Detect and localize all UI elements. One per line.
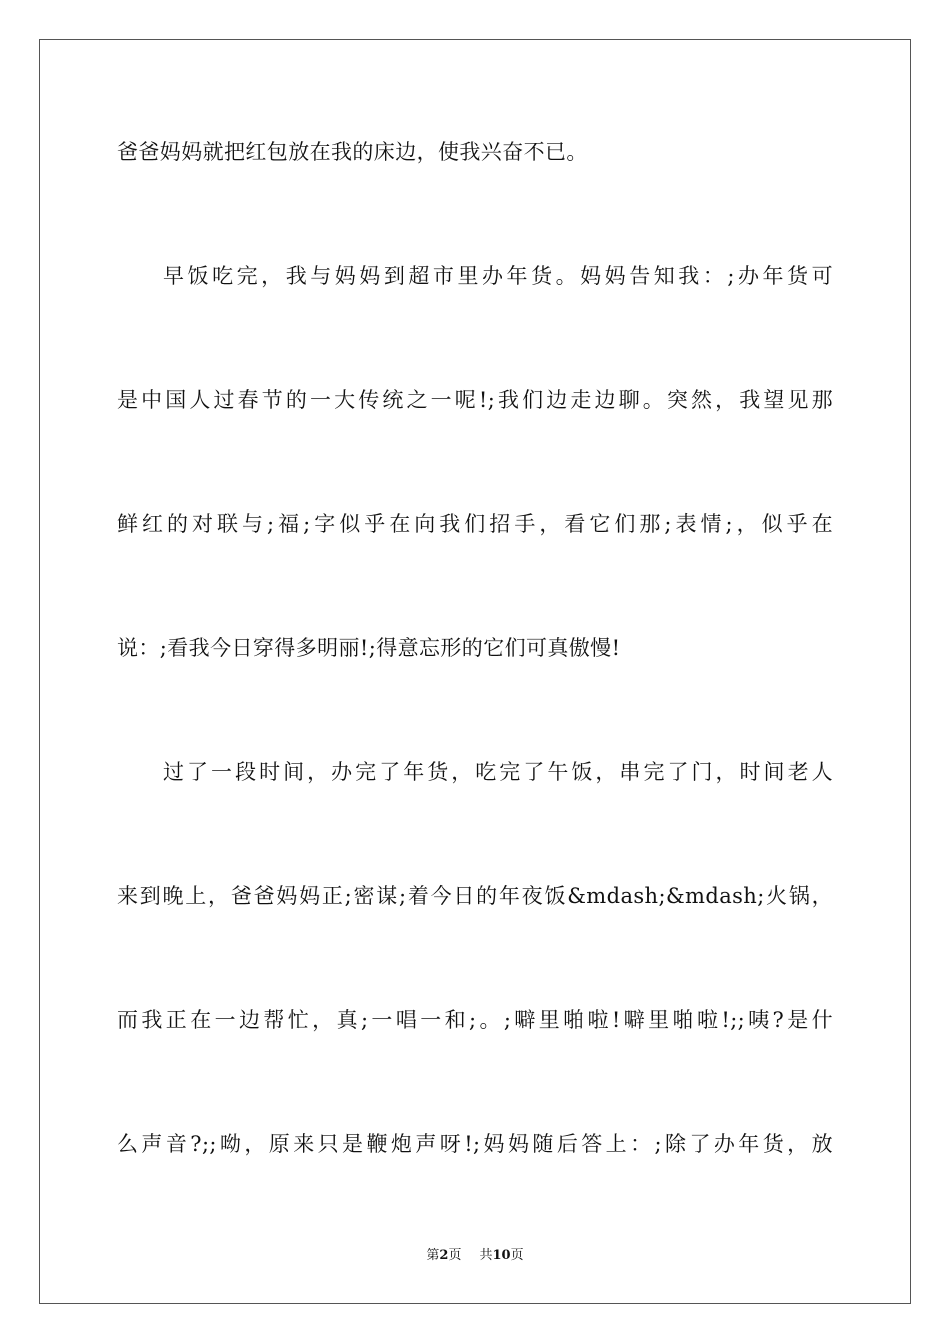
page-border [39,39,911,1304]
page-footer [0,1247,950,1265]
paragraph-line-8: 而我正在一边帮忙，真;一唱一和;。;噼里啪啦!噼里啪啦!;;咦?是什 [117,1008,833,1032]
paragraph-line-3: 是中国人过春节的一大传统之一呢!;我们边走边聊。突然，我望见那 [117,388,833,412]
total-prefix: 共 [479,1248,493,1263]
paragraph-line-4: 鲜红的对联与;福;字似乎在向我们招手，看它们那;表情;，似乎在 [117,512,833,536]
paragraph-line-1: 爸爸妈妈就把红包放在我的床边，使我兴奋不已。 [117,140,588,164]
page-prefix: 第 [426,1248,440,1263]
paragraph-line-6: 过了一段时间，办完了年货，吃完了午饭，串完了门，时间老人 [163,760,833,784]
total-suffix: 页 [510,1248,524,1263]
paragraph-line-9: 么声音?;;呦，原来只是鞭炮声呀!;妈妈随后答上：;除了办年货，放 [117,1132,833,1156]
page-suffix: 页 [448,1248,462,1263]
total-pages: 10 [492,1248,511,1263]
paragraph-line-2: 早饭吃完，我与妈妈到超市里办年货。妈妈告知我：;办年货可 [163,264,833,288]
page-number: 2 [439,1248,449,1263]
paragraph-line-7: 来到晚上，爸爸妈妈正;密谋;着今日的年夜饭&mdash;&mdash;火锅， [117,884,833,908]
paragraph-line-5: 说：;看我今日穿得多明丽!;得意忘形的它们可真傲慢! [117,636,621,660]
